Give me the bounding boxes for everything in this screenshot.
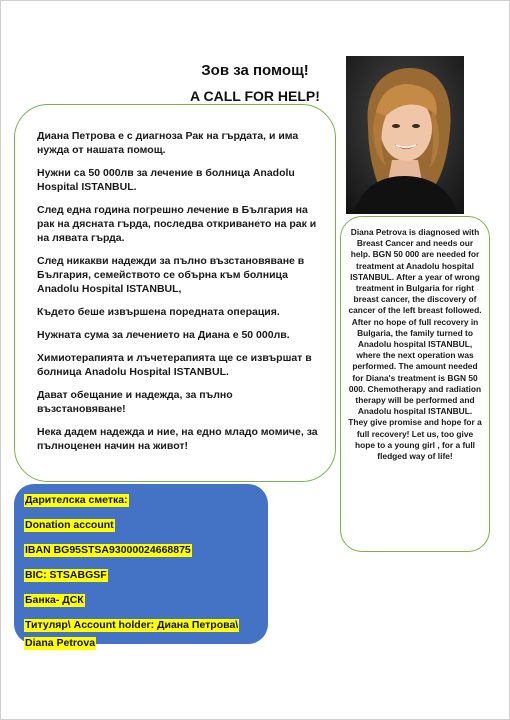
bg-paragraph: Нека дадем надежда и ние, на едно младо момиче, за пълноценен начин на живот! — [37, 426, 318, 452]
donation-box — [14, 484, 268, 649]
donation-label-en: Donation account — [25, 519, 114, 531]
en-paragraph: Diana Petrova is diagnosed with Breast Cancer and needs our help. BGN 50 000 are needed for treatment at Anadolu hospital ISTANBUL. After a year of wrong treatment in Bulgaria for right breast cancer, the discovery of cancer of the left breast followed. After no hope of full recovery in Bulgaria, the family turned to Anadolu hospital ISTANBUL, where the next operation was performed. The amount needed for Diana's treatment is BGN 50 000. Chemotherapy and radiation therapy will be performed and Anadolu hospital ISTANBUL. They give promise and hope for a full recovery! Let us, too give hope to a young girl , for a full fledged way of life! — [348, 227, 482, 462]
bg-paragraph: След никакви надежди за пълно възстановяване в България, семейството се обърна към болница Anadolu Hospital ISTANBUL, — [37, 255, 305, 295]
donation-label-bg: Дарителска сметка: — [25, 494, 128, 506]
bg-paragraph: Нужни са 50 000лв за лечение в болница Anadolu Hospital ISTANBUL. — [37, 167, 295, 193]
bg-paragraph: Дават обещание и надежда, за пълно възстановяване! — [37, 389, 233, 415]
bg-paragraph: Диана Петрова е с диагноза Рак на гърдата, и има нужда от нашата помощ. — [37, 130, 299, 156]
bulgarian-text-bubble — [14, 104, 336, 482]
portrait-illustration — [346, 56, 464, 214]
portrait-photo — [346, 56, 464, 214]
title-bulgarian: Зов за помощ! — [201, 62, 309, 79]
bic-value: BIC: STSABGSF — [25, 569, 107, 581]
title-english: A CALL FOR HELP! — [190, 88, 320, 104]
bg-paragraph: Нужната сума за лечението на Диана е 50 000лв. — [37, 329, 290, 341]
iban-value: IBAN BG95STSA93000024668875 — [25, 544, 191, 556]
bank-value: Банка- ДСК — [25, 594, 84, 606]
bg-paragraph: Химиотерапията и лъчетерапията ще се извършат в болница Anadolu Hospital ISTANBUL. — [37, 352, 312, 378]
bg-paragraph: След една година погрешно лечение в България на рак на дясната гърда, последва откриването на рак и на лявата гърда. — [37, 204, 317, 244]
holder-line-1: Титуляр\ Account holder: Диана Петрова\ — [25, 619, 239, 631]
holder-line-2: Diana Petrova — [25, 637, 96, 649]
english-text-bubble — [340, 216, 490, 552]
bg-paragraph: Където беше извършена поредната операция. — [37, 306, 280, 318]
